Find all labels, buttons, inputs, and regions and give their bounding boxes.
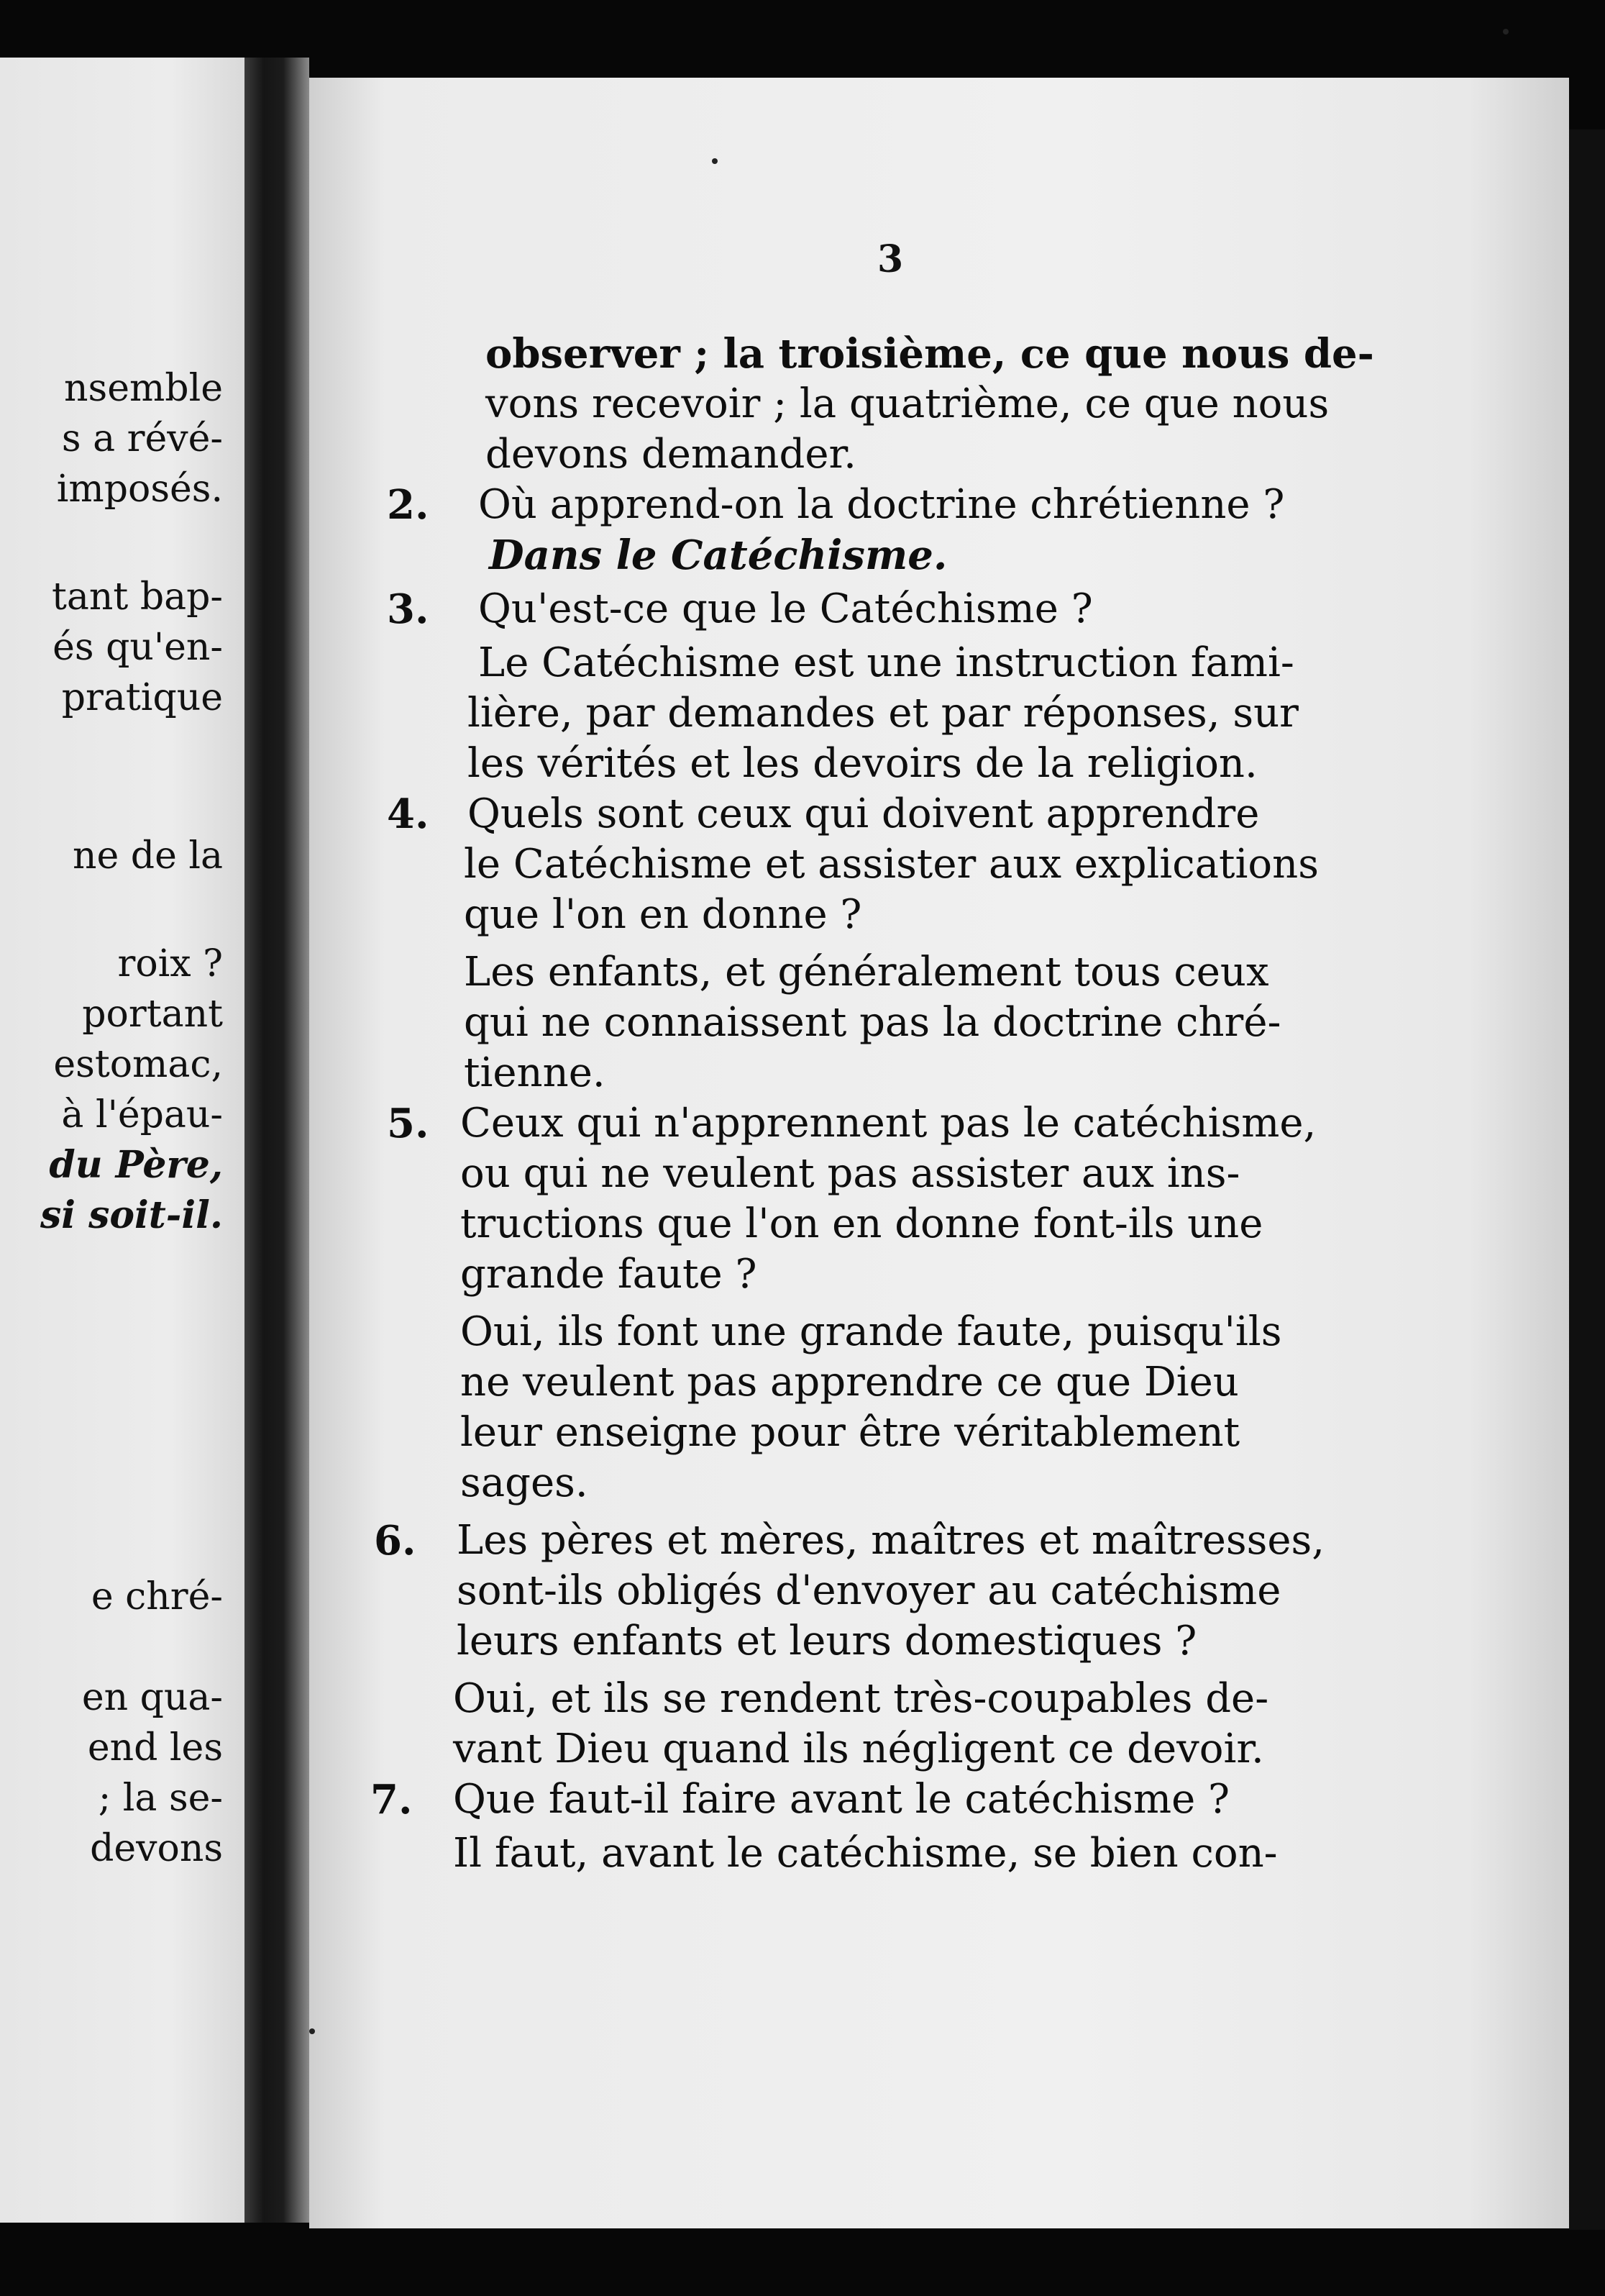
left-text-line: roix ? <box>117 942 223 985</box>
question-number: 3. <box>387 586 429 633</box>
question-line: ou qui ne veulent pas assister aux ins- <box>460 1150 1240 1197</box>
answer-line: Oui, ils font une grande faute, puisqu'ils <box>460 1308 1282 1355</box>
intro-line: devons demander. <box>485 431 856 478</box>
left-text-line: devons <box>90 1827 223 1870</box>
answer-line: tienne. <box>464 1049 605 1096</box>
question-line: tructions que l'on en donne font-ils une <box>460 1201 1263 1247</box>
left-text-line: ne de la <box>72 834 223 878</box>
left-text-line: pratique <box>61 676 223 719</box>
intro-line: vons recevoir ; la quatrième, ce que nous <box>485 381 1330 427</box>
paper-speck <box>1503 29 1509 35</box>
page-number: 3 <box>877 237 904 281</box>
answer-line: ne veulent pas apprendre ce que Dieu <box>460 1359 1239 1406</box>
paper-speck <box>309 2028 315 2034</box>
left-text-line: à l'épau- <box>61 1093 223 1136</box>
answer-line: Les enfants, et généralement tous ceux <box>464 949 1269 996</box>
answer-line: vant Dieu quand ils négligent ce devoir. <box>453 1726 1264 1772</box>
left-text-line: imposés. <box>56 468 223 511</box>
question-number: 6. <box>374 1517 416 1564</box>
question-line: sont-ils obligés d'envoyer au catéchisme <box>457 1567 1281 1614</box>
answer-line: Le Catéchisme est une instruction fami- <box>478 639 1294 686</box>
left-text-line: és qu'en- <box>52 626 223 669</box>
question-line: le Catéchisme et assister aux explications <box>464 841 1319 888</box>
question-number: 2. <box>387 481 429 529</box>
left-text-line: ; la se- <box>98 1777 223 1820</box>
question-line: que l'on en donne ? <box>464 891 862 938</box>
answer-line: Dans le Catéchisme. <box>489 532 948 579</box>
question-line: leurs enfants et leurs domestiques ? <box>457 1618 1197 1664</box>
question-line: Qu'est-ce que le Catéchisme ? <box>478 586 1093 632</box>
intro-line: observer ; la troisième, ce que nous de- <box>485 330 1374 378</box>
question-line: Ceux qui n'apprennent pas le catéchisme, <box>460 1100 1317 1147</box>
left-text-line: en qua- <box>81 1676 223 1719</box>
page-edge-shadow <box>1569 129 1605 2230</box>
paper-speck <box>712 158 718 164</box>
left-text-line: end les <box>87 1726 223 1769</box>
left-text-line: si soit-il. <box>40 1193 223 1237</box>
question-number: 7. <box>370 1776 413 1823</box>
answer-line: qui ne connaissent pas la doctrine chré- <box>464 999 1281 1046</box>
question-number: 5. <box>387 1100 429 1147</box>
left-text-line: du Père, <box>49 1143 223 1187</box>
left-text-line: nsemble <box>64 367 223 410</box>
book-gutter <box>244 58 309 2223</box>
left-page <box>0 58 244 2223</box>
left-text-line: e chré- <box>91 1575 223 1618</box>
question-line: grande faute ? <box>460 1251 757 1298</box>
left-text-line: portant <box>82 993 223 1036</box>
answer-line: les vérités et les devoirs de la religion. <box>467 740 1258 787</box>
question-line: Que faut-il faire avant le catéchisme ? <box>453 1776 1230 1823</box>
left-text-line: estomac, <box>53 1043 223 1086</box>
answer-line: leur enseigne pour être véritablement <box>460 1409 1240 1456</box>
question-line: Les pères et mères, maîtres et maîtresses, <box>457 1517 1325 1564</box>
left-text-line: s a révé- <box>61 417 223 460</box>
answer-line: sages. <box>460 1459 588 1506</box>
answer-line: Oui, et ils se rendent très-coupables de- <box>453 1675 1269 1722</box>
answer-line: lière, par demandes et par réponses, sur <box>467 690 1299 737</box>
question-line: Quels sont ceux qui doivent apprendre <box>467 791 1260 837</box>
question-number: 4. <box>387 791 429 838</box>
left-text-line: tant bap- <box>52 575 223 619</box>
answer-line: Il faut, avant le catéchisme, se bien con- <box>453 1830 1278 1877</box>
question-line: Où apprend-on la doctrine chrétienne ? <box>478 481 1285 528</box>
